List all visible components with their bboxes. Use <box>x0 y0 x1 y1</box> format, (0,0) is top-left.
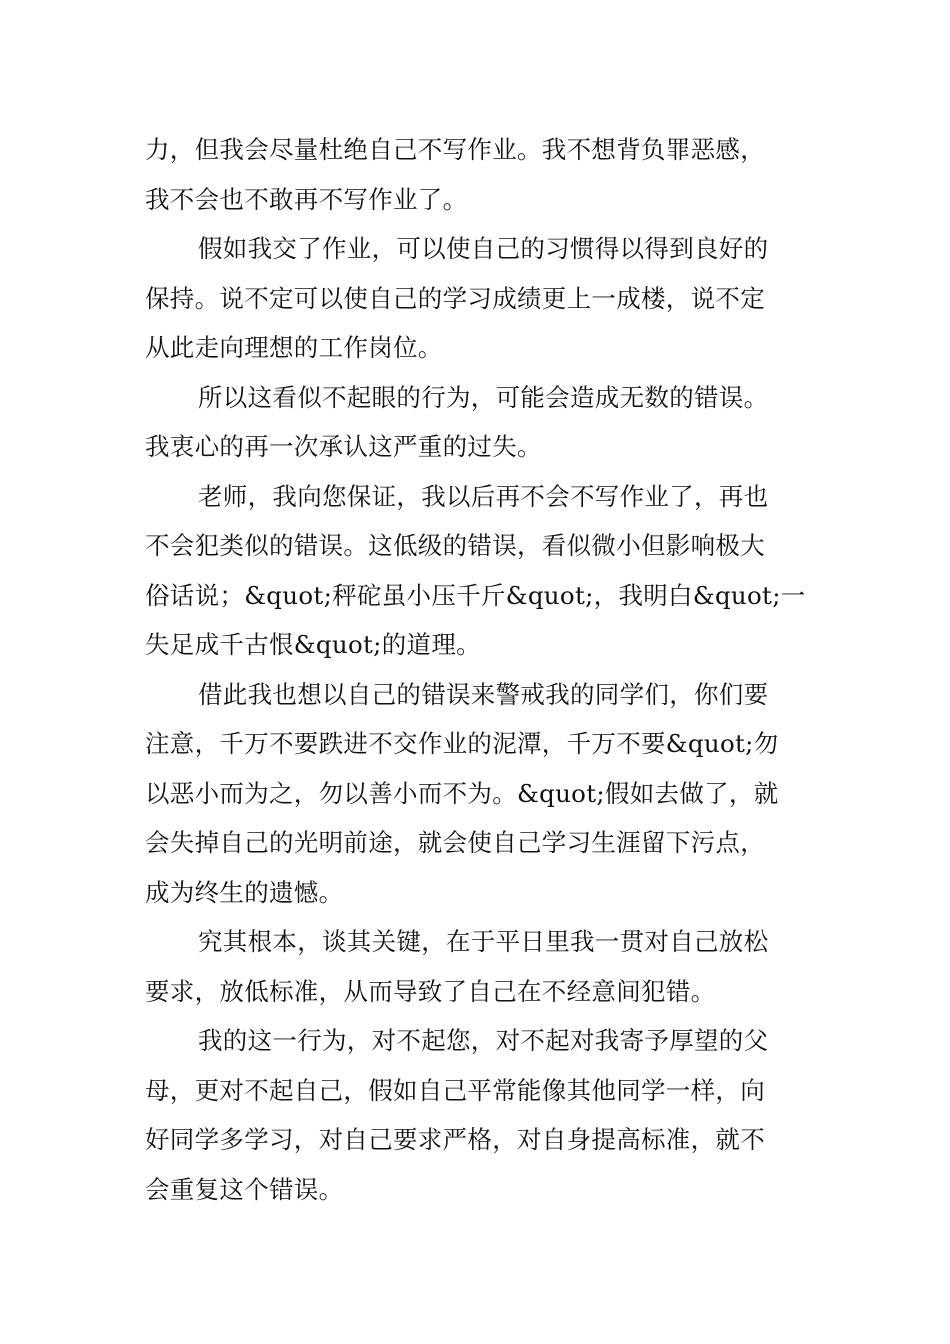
text-line: 假如我交了作业，可以使自己的习惯得以得到良好的 <box>198 234 769 263</box>
text-line: 我不会也不敢再不写作业了。 <box>145 184 468 214</box>
text-line: 注意，千万不要跌进不交作业的泥潭，千万不要&quot;勿 <box>145 729 779 758</box>
text-line: 会重复这个错误。 <box>145 1174 344 1204</box>
paragraph <box>145 472 810 670</box>
text-line: 以恶小而为之，勿以善小而不为。&quot;假如去做了，就 <box>145 778 779 808</box>
text-line: 好同学多学习，对自己要求严格，对自身提高标准，就不 <box>145 1125 765 1154</box>
text-line: 失足成千古恨&quot;的道理。 <box>145 630 481 659</box>
text-line: 会失掉自己的光明前途，就会使自己学习生涯留下污点， <box>145 828 765 857</box>
text-line: 老师，我向您保证，我以后再不会不写作业了，再也 <box>198 481 769 511</box>
paragraph <box>145 224 810 373</box>
paragraph <box>145 670 810 918</box>
text-line: 要求，放低标准，从而导致了自己在不经意间犯错。 <box>145 976 716 1006</box>
text-line: 成为终生的遗憾。 <box>145 877 344 907</box>
text-line: 俗话说；&quot;秤砣虽小压千斤&quot;，我明白&quot;一 <box>145 580 806 610</box>
text-line: 不会犯类似的错误。这低级的错误，看似微小但影响极大 <box>145 531 765 560</box>
paragraph <box>145 1016 810 1214</box>
text-line: 究其根本，谈其关键，在于平日里我一贯对自己放松 <box>198 927 769 956</box>
text-line: 母，更对不起自己，假如自己平常能像其他同学一样，向 <box>145 1075 765 1105</box>
text-line: 借此我也想以自己的错误来警戒我的同学们，你们要 <box>198 679 769 709</box>
document-body <box>145 125 810 1214</box>
paragraph <box>145 373 810 472</box>
paragraph <box>145 917 810 1016</box>
text-line: 所以这看似不起眼的行为，可能会造成无数的错误。 <box>198 382 769 412</box>
text-line: 从此走向理想的工作岗位。 <box>145 333 443 362</box>
paragraph <box>145 125 810 224</box>
text-line: 力，但我会尽量杜绝自己不写作业。我不想背负罪恶感， <box>145 135 765 164</box>
text-line: 保持。说不定可以使自己的学习成绩更上一成楼，说不定 <box>145 283 765 313</box>
text-line: 我衷心的再一次承认这严重的过失。 <box>145 432 542 461</box>
text-line: 我的这一行为，对不起您，对不起对我寄予厚望的父 <box>198 1026 769 1055</box>
